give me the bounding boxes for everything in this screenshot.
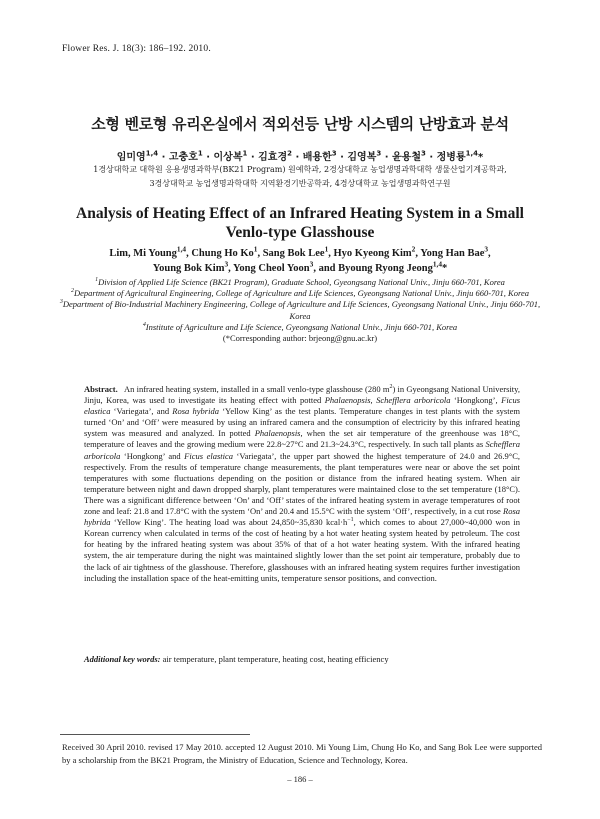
footnote: Received 30 April 2010. revised 17 May 2010. accepted 12 August 2010. Mi Young Lim, Chung Ho Ko, and Sang Bok Lee were supported by a scholarship from the BK21 Program, the Ministry of Education, Science and Technology, Korea. [62, 742, 542, 766]
english-title [0, 204, 600, 242]
korean-title: 소형 벤로형 유리온실에서 적외선등 난방 시스템의 난방효과 분석 [91, 115, 509, 133]
english-affiliation: $^4$Institute of Agriculture and Life Science, Gyeongsang National Univ., Jinju 660-701, Korea [142, 321, 458, 332]
additional-keywords [84, 654, 520, 664]
english-affiliations [55, 277, 545, 344]
korean-affiliation-line: 3경상대학교 농업생명과학대학 지역환경기반공학과, 4경상대학교 농업생명과학연구원 [149, 179, 451, 188]
page-number: – 186 – [287, 774, 313, 784]
english-affiliation: $^1$Division of Applied Life Science (BK21 Program), Graduate School, Gyeongsang National Univ., Jinju 660-701, Korea [95, 277, 505, 287]
abstract-label: Abstract. [84, 384, 118, 394]
footnote-divider [60, 734, 250, 735]
keywords-label: Additional key words: [84, 654, 161, 664]
korean-affiliation-line: 1경상대학교 대학원 응용생명과학부(BK21 Program) 원예학과, 2경상대학교 농업생명과학대학 생물산업기계공학과, [93, 165, 507, 174]
english-title-line: Analysis of Heating Effect of an Infrared Heating System in a Small [76, 205, 524, 222]
english-authors [60, 246, 540, 276]
english-affiliation: $^3$Department of Bio-Industrial Machinery Engineering, College of Agriculture and Life Sciences, Gyeongsang National Univ., Jinju 660-701, Korea [59, 299, 541, 321]
keywords-text: air temperature, plant temperature, heating cost, heating efficiency [162, 654, 389, 664]
english-title-line: Venlo-type Glasshouse [225, 224, 375, 241]
english-authors-line: Lim, Mi Young$^{1,4}$, Chung Ho Ko$^1$, Sang Bok Lee$^1$, Hyo Kyeong Kim$^2$, Yong Han Bae$^3$, [109, 244, 491, 259]
english-authors-line: Young Bok Kim$^3$, Yong Cheol Yoon$^3$, and Byoung Ryong Jeong$^{1,4}$* [152, 259, 448, 274]
corresponding-author: (*Corresponding author: brjeong@gnu.ac.kr) [222, 333, 378, 344]
journal-header: Flower Res. J. 18(3): 186–192. 2010. [62, 44, 211, 54]
english-affiliation: $^2$Department of Agricultural Engineering, College of Agriculture and Life Sciences, Gyeongsang National Univ., Jinju 660-701, Korea [71, 288, 529, 299]
abstract: Abstract. An infrared heating system, installed in a small venlo-type glasshouse (280 $m^2$) in Gyeongsang National University, Jinju, Korea, was used to investigate its heating effect with potted Phalaenopsis, Schefflera arboricola ‘Hongkong’, Ficus elastica ‘Variegata’, and Rosa hybrida ‘Yellow King’ as the test plants. Temperature changes in test plants with the system turned ‘On’ and ‘Off’ were measured by using an infrared camera and the consumption of electricity by this infrared heating system was measured and analyzed. In potted Phalaenopsis, when the set air temperature of the greenhouse was 18°C, temperature of leaves and the growing medium were 22.8~27°C and 21.3~24.3°C, respectively. In such tall plants as Schefflera arboricola ‘Hongkong’ and Ficus elastica ‘Variegata’, the upper part showed the highest temperature of 24.0 and 26.9°C, respectively. From the results of temperature change measurements, the plant temperatures were near or above the set point temperatures with some fluctuations depending on the position or distance from the infrared heating system. When air temperature between night and dawn dropped sharply, plant temperatures were maintained close to the set temperature (18°C). There was a significant difference between ‘On’ and ‘Off’ states of the infrared heating system in average temperatures of root zone and leaf: 21.8 and 17.8°C with the system ‘On’ and 20.4 and 15.5°C with the system ‘Off’, respectively, in a cut rose Rosa hybrida ‘Yellow King’. The heating load was about 24,850~35,830 $kcal\cdot h^{-1}$, which comes to about 27,000~40,000 won in Korean currency when calculated in terms of the cost of heating by a hot water heating system heated by petroleum. The cost for heating by the infrared heating system was about 35% of that of a hot water heating system. With the infrared heating system, the air temperature during the night was maintained slightly lower than the set point air temperature, probably due to the lack of air tightness of the glasshouse. Therefore, glasshouses with an infrared heating system requires further investigation including the installation space of the heat-emitting units, temperature sensor positions, and convection. [84, 384, 521, 583]
korean-authors: 임미영$^{1,4}$ · 고충호$^1$ · 이상복$^1$ · 김효경$^2$ · 배용한$^3$ · 김영복$^3$ · 윤용철$^3$ · 정병룡$^{1,4}$* [116, 149, 484, 163]
korean-affiliations [40, 163, 560, 191]
